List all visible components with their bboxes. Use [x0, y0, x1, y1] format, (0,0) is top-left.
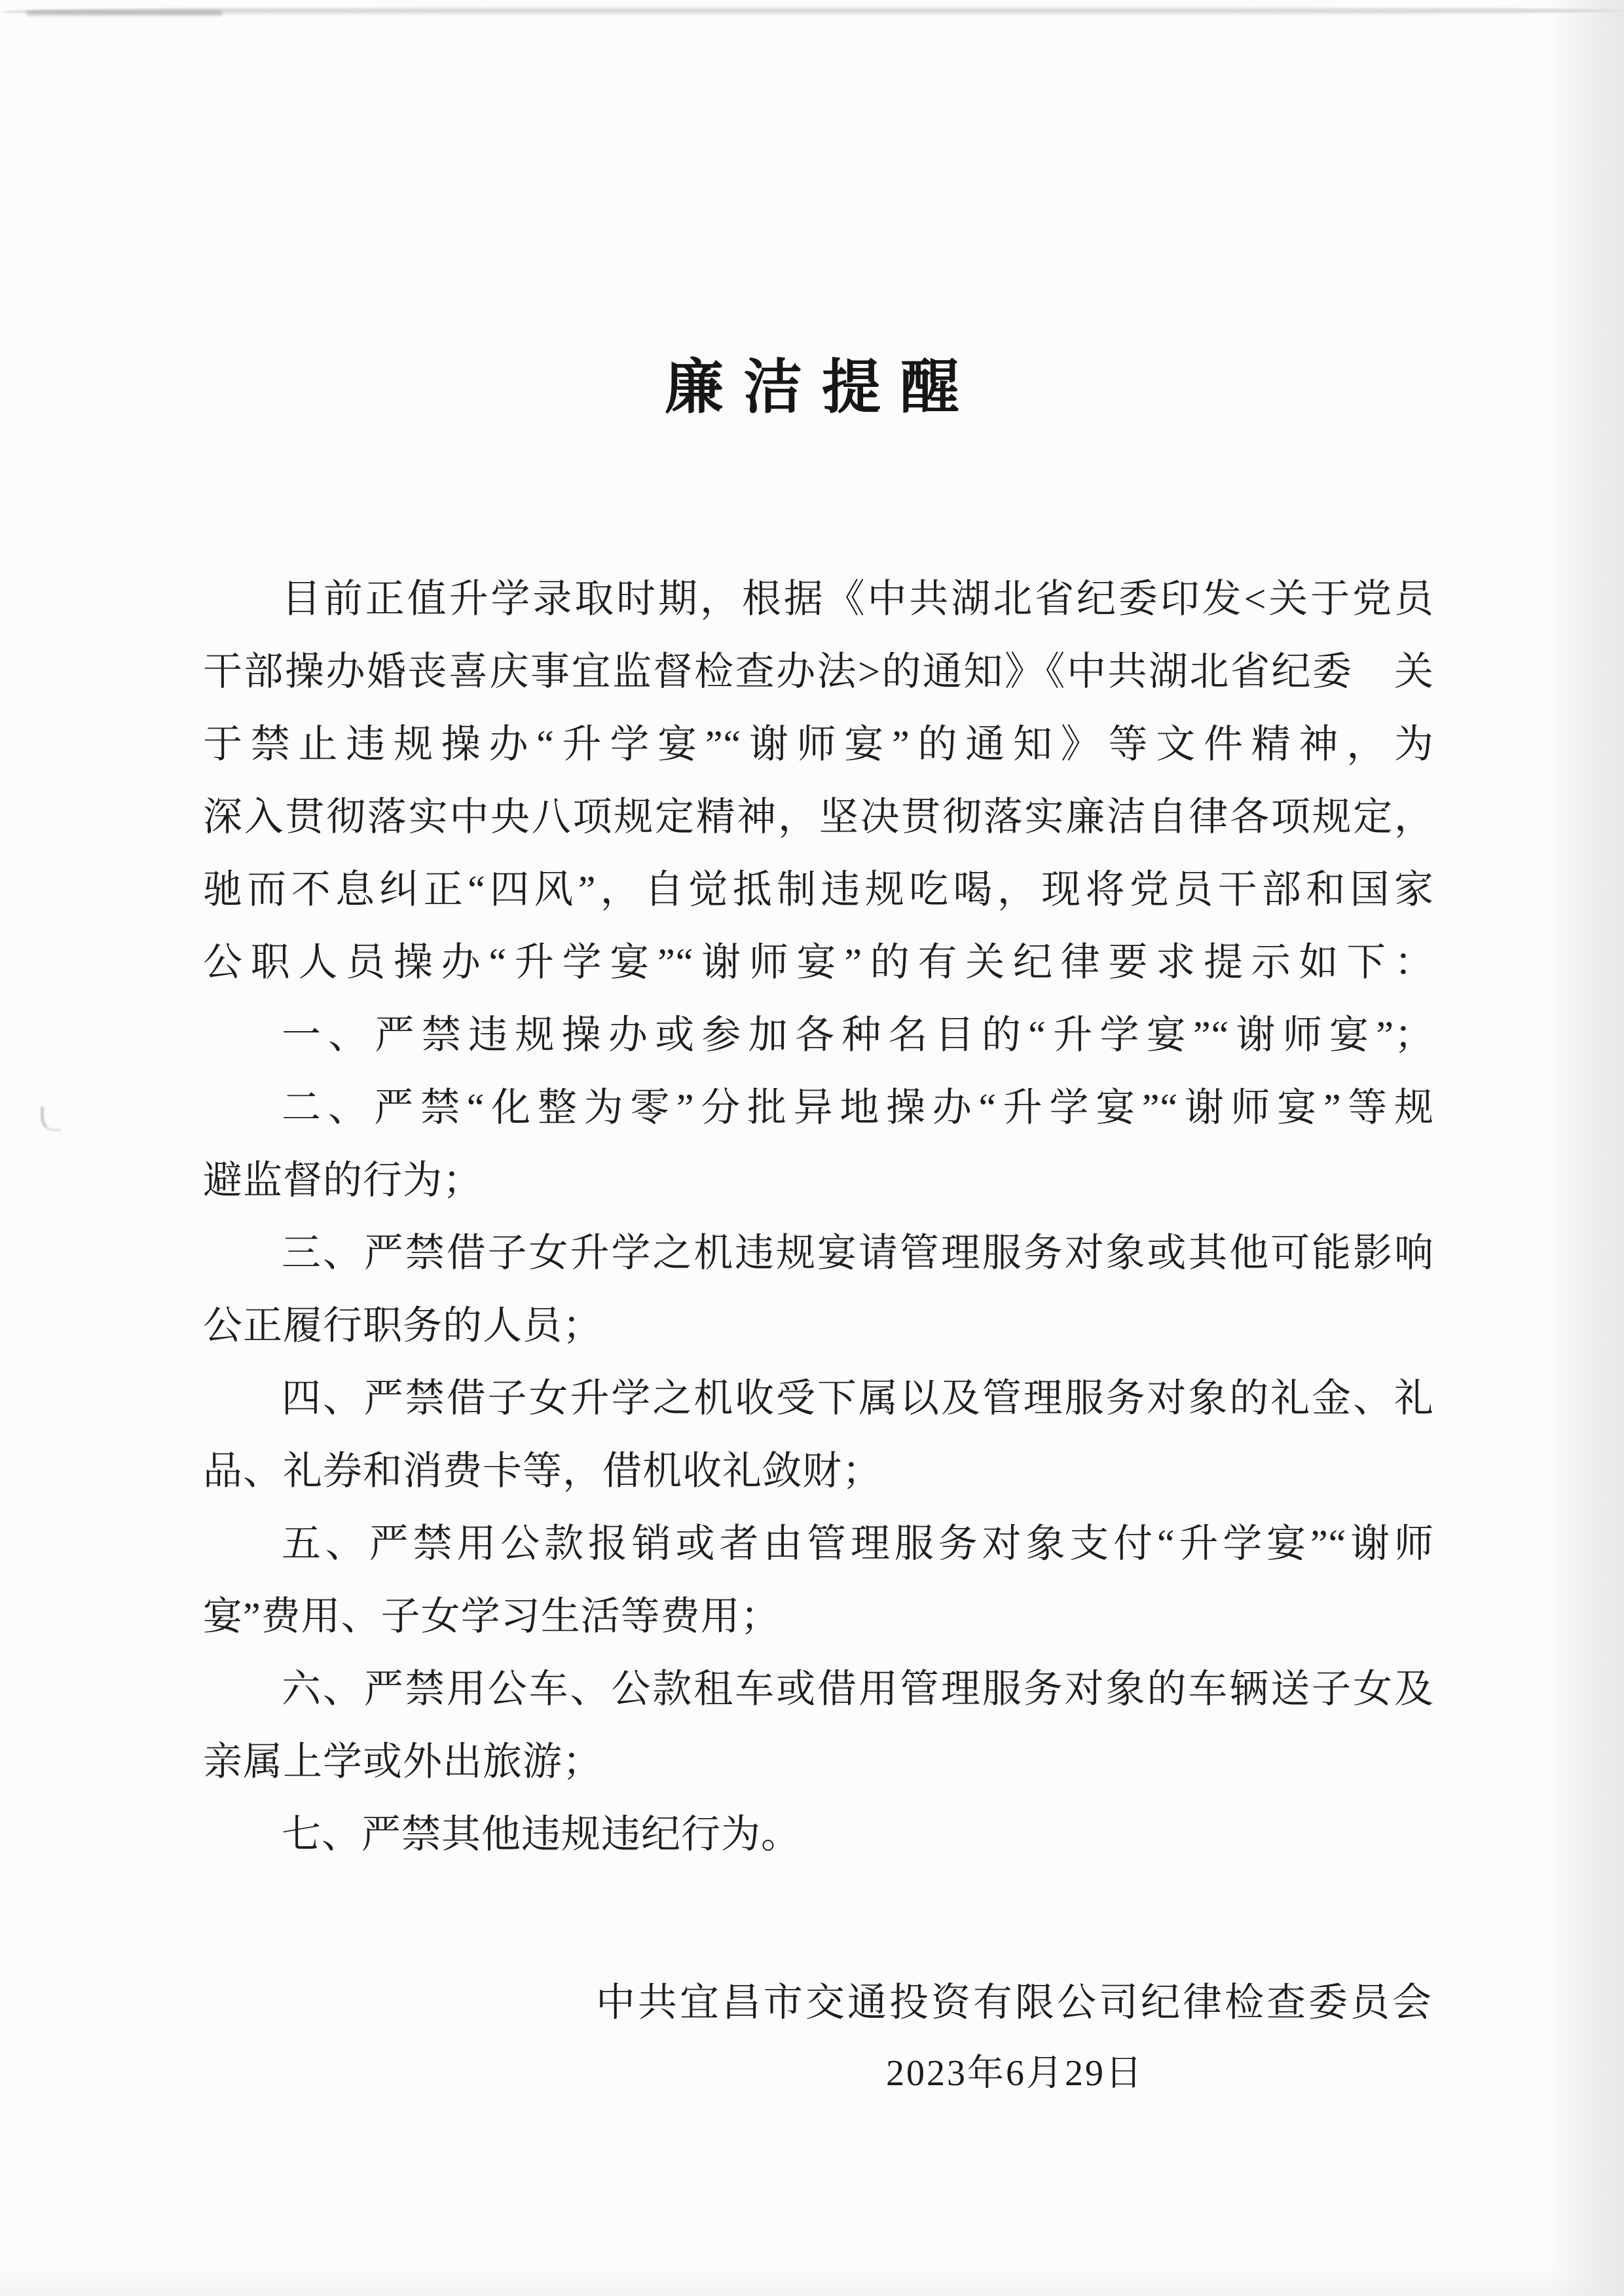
document-line: 亲属上学或外出旅游； [203, 1740, 602, 1783]
document-line: 宴”费用、子女学习生活等费用； [203, 1595, 781, 1638]
signature-block [596, 1981, 1434, 2093]
document-line: 深入贯彻落实中央八项规定精神，坚决贯彻落实廉洁自律各项规定， [203, 795, 1434, 839]
document-title: 廉洁提醒 [665, 355, 979, 420]
scanner-right-edge-shading [1545, 0, 1624, 2296]
signature-date: 2023年6月29日 [886, 2053, 1144, 2094]
document-line: 三、严禁借子女升学之机违规宴请管理服务对象或其他可能影响 [282, 1231, 1434, 1275]
document-line: 目前正值升学录取时期，根据《中共湖北省纪委印发<关于党员 [282, 577, 1434, 621]
document-line: 品、礼券和消费卡等，借机收礼敛财； [203, 1449, 882, 1493]
document-line: 五、严禁用公款报销或者由管理服务对象支付“升学宴”“谢师 [282, 1522, 1434, 1565]
document-line: 避监督的行为； [203, 1159, 483, 1202]
document-line: 七、严禁其他违规违纪行为。 [282, 1813, 801, 1856]
document-line: 四、严禁借子女升学之机收受下属以及管理服务对象的礼金、礼 [282, 1377, 1434, 1420]
scanner-left-margin-mark [41, 1106, 61, 1131]
document-line: 干部操办婚丧喜庆事宜监督检查办法>的通知》《中共湖北省纪委 关 [203, 650, 1434, 693]
signature-organization: 中共宜昌市交通投资有限公司纪律检查委员会 [596, 1981, 1434, 2024]
document-line: 六、严禁用公车、公款租车或借用管理服务对象的车辆送子女及 [282, 1667, 1434, 1711]
document-line: 一、严禁违规操办或参加各种名目的“升学宴”“谢师宴”； [282, 1013, 1434, 1057]
scanner-top-dark-streak [26, 10, 223, 16]
document-line: 驰而不息纠正“四风”，自觉抵制违规吃喝，现将党员干部和国家 [203, 868, 1434, 911]
document-line: 于禁止违规操办“升学宴”“谢师宴”的通知》等文件精神，为 [203, 723, 1434, 766]
signature-area [203, 1981, 1434, 2093]
document-body [203, 563, 1434, 1871]
document-line: 公职人员操办“升学宴”“谢师宴”的有关纪律要求提示如下： [203, 941, 1434, 984]
scanner-top-edge-artifact [0, 7, 1624, 16]
scanner-bottom-edge-shading [0, 2270, 1624, 2296]
document-line: 二、严禁“化整为零”分批异地操办“升学宴”“谢师宴”等规 [282, 1086, 1434, 1129]
document-line: 公正履行职务的人员； [203, 1304, 602, 1347]
